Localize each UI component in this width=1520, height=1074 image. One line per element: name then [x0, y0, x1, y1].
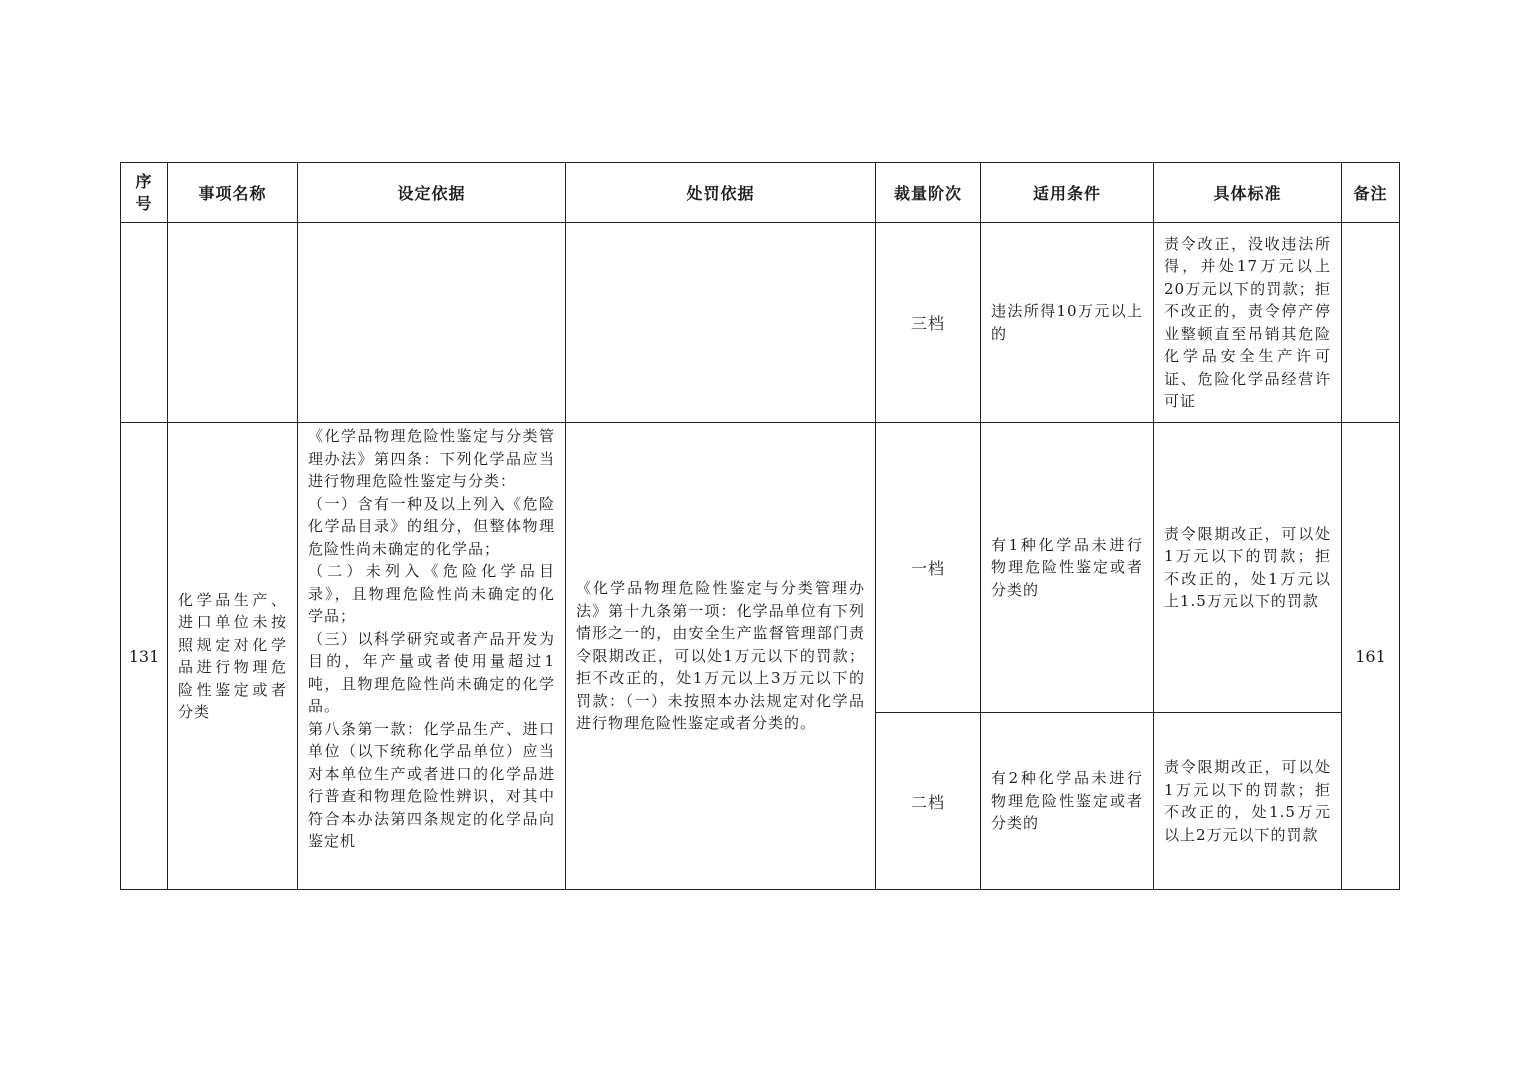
header-item-name: 事项名称 — [168, 163, 298, 223]
entry-penalty-basis-cell: 《化学品物理危险性鉴定与分类管理办法》第十九条第一项：化学品单位有下列情形之一的，由安全生产监督管理部门责令限期改正，可以处1万元以下的罚款；拒不改正的，处1万元以上3万元以下的罚款：（一）未按照本办法规定对化学品进行物理危险性鉴定或者分类的。 — [566, 423, 876, 890]
continued-level-cell: 三档 — [876, 223, 981, 423]
header-discretion-level: 裁量阶次 — [876, 163, 981, 223]
continued-condition-cell: 违法所得10万元以上的 — [981, 223, 1154, 423]
entry-legal-basis-cell: 《化学品物理危险性鉴定与分类管理办法》第四条：下列化学品应当进行物理危险性鉴定与分类： （一）含有一种及以上列入《危险化学品目录》的组分，但整体物理危险性尚未确定的化学品； （二）未列入《危险化学品目录》，且物理危险性尚未确定的化学品； （三）以科学研究或者产品开发为目的，年产量或者使用量超过1吨，且物理危险性尚未确定的化学品。 第八条第一款：化学品生产、进口单位（以下统称化学品单位）应当对本单位生产或者进口的化学品进行普查和物理危险性辨识，对其中符合本办法第四条规定的化学品向鉴定机 — [298, 423, 566, 890]
tier-1-level-cell: 一档 — [876, 423, 981, 713]
header-legal-basis: 设定依据 — [298, 163, 566, 223]
tier-2-standard-cell: 责令限期改正，可以处1万元以下的罚款；拒不改正的，处1.5万元以上2万元以下的罚款 — [1154, 713, 1342, 890]
tier-2-level-cell: 二档 — [876, 713, 981, 890]
header-applicable-conditions: 适用条件 — [981, 163, 1154, 223]
penalty-standards-table — [120, 162, 1400, 890]
tier-1-standard-cell: 责令限期改正，可以处1万元以下的罚款；拒不改正的，处1万元以上1.5万元以下的罚款 — [1154, 423, 1342, 713]
continued-item-name-cell — [168, 223, 298, 423]
tier-1-condition-cell: 有1种化学品未进行物理危险性鉴定或者分类的 — [981, 423, 1154, 713]
entry-item-name-cell: 化学品生产、进口单位未按照规定对化学品进行物理危险性鉴定或者分类 — [168, 423, 298, 890]
header-specific-standard: 具体标准 — [1154, 163, 1342, 223]
header-row — [121, 163, 1400, 223]
table-row-continued — [121, 223, 1400, 423]
continued-remarks-cell — [1342, 223, 1400, 423]
header-seq: 序 号 — [121, 163, 168, 223]
continued-penalty-basis-cell — [566, 223, 876, 423]
header-penalty-basis: 处罚依据 — [566, 163, 876, 223]
table-row-entry-tier-1 — [121, 423, 1400, 713]
continued-standard-cell: 责令改正，没收违法所得，并处17万元以上20万元以下的罚款；拒不改正的，责令停产停业整顿直至吊销其危险化学品安全生产许可证、危险化学品经营许可证 — [1154, 223, 1342, 423]
header-remarks: 备注 — [1342, 163, 1400, 223]
entry-seq-cell: 131 — [121, 423, 168, 890]
entry-remarks-cell: 161 — [1342, 423, 1400, 890]
tier-2-condition-cell: 有2种化学品未进行物理危险性鉴定或者分类的 — [981, 713, 1154, 890]
continued-seq-cell — [121, 223, 168, 423]
continued-legal-basis-cell — [298, 223, 566, 423]
